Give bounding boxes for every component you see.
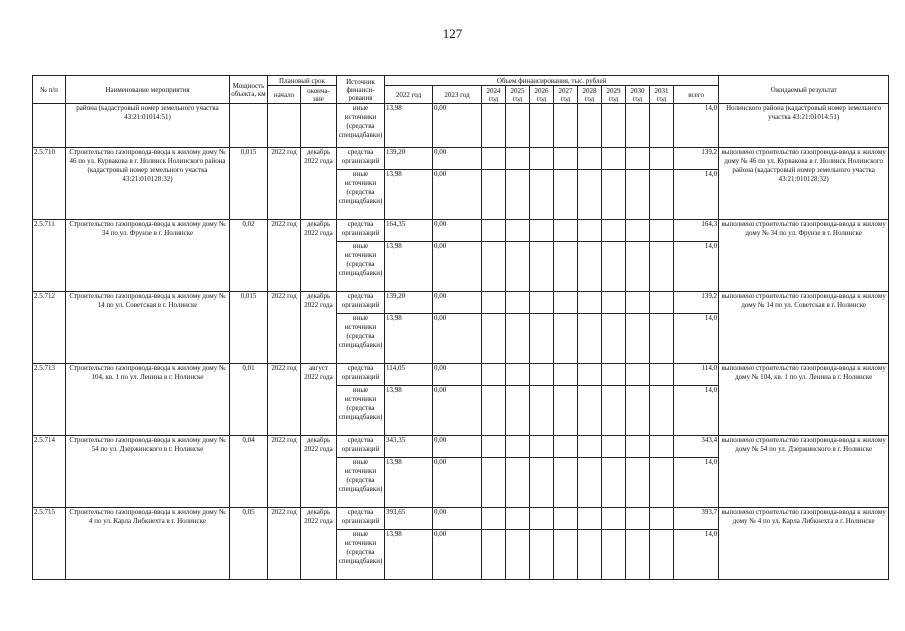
cell-2022: 393,65 <box>385 508 433 530</box>
cell-2030 <box>626 314 650 364</box>
cell-total: 14,0 <box>674 104 719 148</box>
cell-2026 <box>530 508 554 530</box>
cell-result: выполнено строительство газопровода-ввода к жилому дому № 4 по ул. Карла Либкнехта в г. Нолинске <box>719 508 889 580</box>
cell-2025 <box>506 386 530 436</box>
cell-power <box>230 104 268 148</box>
cell-2025 <box>506 104 530 148</box>
cell-num: 2.5.714 <box>33 436 66 508</box>
cell-end: декабрь 2022 года <box>301 148 337 220</box>
cell-2022: 164,35 <box>385 220 433 242</box>
cell-2029 <box>602 170 626 220</box>
header-year-2030: 2030 год <box>626 86 650 104</box>
cell-2031 <box>650 458 674 508</box>
cell-2025 <box>506 148 530 170</box>
cell-2027 <box>554 148 578 170</box>
cell-source: иные источники (средства спецнадбавки) <box>337 242 385 292</box>
cell-start: 2022 год <box>268 292 301 364</box>
cell-name: Строительство газопровода-ввода к жилому дому № 46 по ул. Курвакова в г. Нолинск Нолинского района (кадастровый номер земельного участка 43:21:010128:32) <box>66 148 230 220</box>
table-row <box>33 436 889 458</box>
cell-source: иные источники (средства спецнадбавки) <box>337 314 385 364</box>
cell-2029 <box>602 364 626 386</box>
cell-total: 14,0 <box>674 458 719 508</box>
cell-2031 <box>650 148 674 170</box>
cell-2031 <box>650 508 674 530</box>
cell-2025 <box>506 292 530 314</box>
cell-2031 <box>650 292 674 314</box>
cell-2024 <box>482 386 506 436</box>
cell-power: 0,05 <box>230 508 268 580</box>
cell-total: 14,0 <box>674 314 719 364</box>
cell-num: 2.5.713 <box>33 364 66 436</box>
cell-2024 <box>482 242 506 292</box>
cell-num <box>33 104 66 148</box>
cell-2026 <box>530 242 554 292</box>
cell-total: 139,2 <box>674 148 719 170</box>
cell-2023: 0,00 <box>433 242 482 292</box>
cell-num: 2.5.715 <box>33 508 66 580</box>
cell-2022: 13,98 <box>385 242 433 292</box>
cell-2025 <box>506 242 530 292</box>
cell-2026 <box>530 104 554 148</box>
cell-power: 0,04 <box>230 436 268 508</box>
financing-table <box>32 75 889 580</box>
cell-2027 <box>554 220 578 242</box>
cell-2023: 0,00 <box>433 386 482 436</box>
cell-name: Строительство газопровода-ввода к жилому дому № 54 по ул. Дзержинского в г. Нолинске <box>66 436 230 508</box>
cell-2026 <box>530 220 554 242</box>
cell-source: средства организаций <box>337 292 385 314</box>
cell-2027 <box>554 314 578 364</box>
cell-2022: 114,05 <box>385 364 433 386</box>
cell-start <box>268 104 301 148</box>
cell-2023: 0,00 <box>433 148 482 170</box>
header-power: Мощность объекта, км <box>230 76 268 104</box>
cell-2024 <box>482 220 506 242</box>
cell-2026 <box>530 314 554 364</box>
cell-2022: 343,35 <box>385 436 433 458</box>
table-row <box>33 148 889 170</box>
cell-2025 <box>506 530 530 580</box>
cell-2031 <box>650 314 674 364</box>
header-year-2027: 2027 год <box>554 86 578 104</box>
cell-2023: 0,00 <box>433 458 482 508</box>
header-result: Ожидаемый результат <box>719 76 889 104</box>
cell-source: иные источники (средства спецнадбавки) <box>337 458 385 508</box>
cell-end: декабрь 2022 года <box>301 292 337 364</box>
cell-source: иные источники (средства спецнадбавки) <box>337 170 385 220</box>
cell-2030 <box>626 364 650 386</box>
cell-2028 <box>578 364 602 386</box>
cell-source: средства организаций <box>337 436 385 458</box>
cell-2027 <box>554 292 578 314</box>
cell-num: 2.5.710 <box>33 148 66 220</box>
cell-2029 <box>602 386 626 436</box>
header-year-2031: 2031 год <box>650 86 674 104</box>
cell-2029 <box>602 220 626 242</box>
cell-2023: 0,00 <box>433 436 482 458</box>
cell-2027 <box>554 530 578 580</box>
cell-2028 <box>578 242 602 292</box>
table-row <box>33 364 889 386</box>
cell-power: 0,01 <box>230 364 268 436</box>
cell-2028 <box>578 170 602 220</box>
header-year-2024: 2024 год <box>482 86 506 104</box>
cell-end: декабрь 2022 года <box>301 508 337 580</box>
cell-2029 <box>602 508 626 530</box>
cell-start: 2022 год <box>268 148 301 220</box>
cell-2022: 13,98 <box>385 458 433 508</box>
cell-2028 <box>578 530 602 580</box>
header-year-2025: 2025 год <box>506 86 530 104</box>
cell-2026 <box>530 386 554 436</box>
cell-2026 <box>530 436 554 458</box>
cell-total: 14,0 <box>674 242 719 292</box>
cell-name: района (кадастровый номер земельного участка 43:21:01014:51) <box>66 104 230 148</box>
cell-source: иные источники (средства спецнадбавки) <box>337 386 385 436</box>
cell-2027 <box>554 458 578 508</box>
cell-2029 <box>602 292 626 314</box>
cell-2025 <box>506 314 530 364</box>
cell-total: 139,2 <box>674 292 719 314</box>
cell-name: Строительство газопровода-ввода к жилому дому № 14 по ул. Советская в г. Нолинске <box>66 292 230 364</box>
cell-2022: 139,20 <box>385 148 433 170</box>
cell-2029 <box>602 530 626 580</box>
cell-2031 <box>650 104 674 148</box>
cell-source: иные источники (средства спецнадбавки) <box>337 104 385 148</box>
cell-2029 <box>602 436 626 458</box>
cell-2024 <box>482 364 506 386</box>
cell-2026 <box>530 148 554 170</box>
cell-name: Строительство газопровода-ввода к жилому дому № 34 по ул. Фрунзе в г. Нолинске <box>66 220 230 292</box>
cell-power: 0,015 <box>230 292 268 364</box>
cell-2024 <box>482 458 506 508</box>
cell-result: Нолинского района (кадастровый номер земельного участка 43:21:01014:51) <box>719 104 889 148</box>
cell-2025 <box>506 508 530 530</box>
continuation-row <box>33 104 889 148</box>
cell-2025 <box>506 364 530 386</box>
header-start: начало <box>268 86 301 104</box>
cell-start: 2022 год <box>268 436 301 508</box>
header-year-2026: 2026 год <box>530 86 554 104</box>
cell-2023: 0,00 <box>433 104 482 148</box>
cell-2024 <box>482 148 506 170</box>
cell-source: средства организаций <box>337 508 385 530</box>
header-year-2028: 2028 год <box>578 86 602 104</box>
cell-2024 <box>482 314 506 364</box>
header-year-2029: 2029 год <box>602 86 626 104</box>
cell-2030 <box>626 220 650 242</box>
cell-total: 14,0 <box>674 530 719 580</box>
cell-2022: 13,98 <box>385 386 433 436</box>
cell-2027 <box>554 386 578 436</box>
cell-source: средства организаций <box>337 220 385 242</box>
cell-2022: 13,98 <box>385 104 433 148</box>
cell-2027 <box>554 170 578 220</box>
cell-2030 <box>626 436 650 458</box>
cell-result: выполнено строительство газопровода-ввода к жилому дому № 14 по ул. Советская в г. Нолинске <box>719 292 889 364</box>
cell-2026 <box>530 458 554 508</box>
cell-2025 <box>506 458 530 508</box>
cell-2030 <box>626 508 650 530</box>
cell-2030 <box>626 292 650 314</box>
cell-2026 <box>530 170 554 220</box>
cell-2022: 13,98 <box>385 170 433 220</box>
header-name: Наименование мероприятия <box>66 76 230 104</box>
cell-2025 <box>506 170 530 220</box>
cell-2025 <box>506 220 530 242</box>
cell-2027 <box>554 104 578 148</box>
cell-total: 164,3 <box>674 220 719 242</box>
cell-2026 <box>530 364 554 386</box>
header-num: № п/п <box>33 76 66 104</box>
cell-end: август 2022 года <box>301 364 337 436</box>
cell-result: выполнено строительство газопровода-ввода к жилому дому № 104, кв. 1 по ул. Ленина в г. Нолинске <box>719 364 889 436</box>
cell-2031 <box>650 436 674 458</box>
header-end: оконча-ние <box>301 86 337 104</box>
cell-2031 <box>650 242 674 292</box>
cell-2023: 0,00 <box>433 220 482 242</box>
header-period: Плановый срок <box>268 76 337 86</box>
cell-start: 2022 год <box>268 508 301 580</box>
cell-2030 <box>626 458 650 508</box>
cell-2023: 0,00 <box>433 364 482 386</box>
cell-2027 <box>554 436 578 458</box>
cell-2031 <box>650 386 674 436</box>
cell-2030 <box>626 386 650 436</box>
cell-2023: 0,00 <box>433 508 482 530</box>
header-year-2022: 2022 год <box>385 86 433 104</box>
cell-2024 <box>482 292 506 314</box>
cell-2031 <box>650 220 674 242</box>
cell-2029 <box>602 148 626 170</box>
cell-result: выполнено строительство газопровода-ввода к жилому дому № 46 по ул. Курвакова в г. Нолинск Нолинского района (кадастровый номер земельного участка 43:21:010128:32) <box>719 148 889 220</box>
cell-2023: 0,00 <box>433 292 482 314</box>
table-row <box>33 220 889 242</box>
cell-2023: 0,00 <box>433 530 482 580</box>
cell-start: 2022 год <box>268 364 301 436</box>
cell-2022: 13,98 <box>385 530 433 580</box>
header-total: всего <box>674 86 719 104</box>
cell-2031 <box>650 530 674 580</box>
cell-total: 114,0 <box>674 364 719 386</box>
cell-start: 2022 год <box>268 220 301 292</box>
cell-total: 393,7 <box>674 508 719 530</box>
cell-2029 <box>602 314 626 364</box>
cell-2030 <box>626 530 650 580</box>
cell-2029 <box>602 458 626 508</box>
cell-2030 <box>626 170 650 220</box>
cell-source: средства организаций <box>337 148 385 170</box>
cell-result: выполнено строительство газопровода-ввода к жилому дому № 34 по ул. Фрунзе в г. Нолинске <box>719 220 889 292</box>
cell-2028 <box>578 436 602 458</box>
cell-2028 <box>578 104 602 148</box>
cell-2028 <box>578 292 602 314</box>
cell-2028 <box>578 386 602 436</box>
cell-2024 <box>482 170 506 220</box>
cell-2031 <box>650 170 674 220</box>
header-year-2023: 2023 год <box>433 86 482 104</box>
cell-2029 <box>602 104 626 148</box>
cell-2024 <box>482 508 506 530</box>
cell-2022: 13,98 <box>385 314 433 364</box>
page-number: 127 <box>442 26 463 41</box>
table-row <box>33 292 889 314</box>
cell-2028 <box>578 220 602 242</box>
cell-2027 <box>554 242 578 292</box>
cell-num: 2.5.711 <box>33 220 66 292</box>
cell-total: 14,0 <box>674 170 719 220</box>
cell-2027 <box>554 508 578 530</box>
cell-total: 343,4 <box>674 436 719 458</box>
cell-end: декабрь 2022 года <box>301 220 337 292</box>
cell-2028 <box>578 458 602 508</box>
cell-2029 <box>602 242 626 292</box>
cell-2025 <box>506 436 530 458</box>
header-volume: Объем финансирования, тыс. рублей <box>385 76 719 86</box>
cell-2024 <box>482 530 506 580</box>
cell-2028 <box>578 314 602 364</box>
cell-num: 2.5.712 <box>33 292 66 364</box>
cell-2027 <box>554 364 578 386</box>
cell-result: выполнено строительство газопровода-ввода к жилому дому № 54 по ул. Дзержинского в г. Нолинске <box>719 436 889 508</box>
cell-source: средства организаций <box>337 364 385 386</box>
cell-end: декабрь 2022 года <box>301 436 337 508</box>
cell-power: 0,015 <box>230 148 268 220</box>
cell-2028 <box>578 148 602 170</box>
cell-2030 <box>626 242 650 292</box>
cell-total: 14,0 <box>674 386 719 436</box>
cell-2030 <box>626 104 650 148</box>
cell-2023: 0,00 <box>433 170 482 220</box>
cell-power: 0,02 <box>230 220 268 292</box>
cell-2028 <box>578 508 602 530</box>
cell-2026 <box>530 530 554 580</box>
cell-end <box>301 104 337 148</box>
cell-name: Строительство газопровода-ввода к жилому дому № 4 по ул. Карла Либкнехта в г. Нолинске <box>66 508 230 580</box>
table-row <box>33 508 889 530</box>
cell-2024 <box>482 436 506 458</box>
cell-2031 <box>650 364 674 386</box>
cell-source: иные источники (средства спецнадбавки) <box>337 530 385 580</box>
cell-2022: 139,20 <box>385 292 433 314</box>
cell-2024 <box>482 104 506 148</box>
cell-2030 <box>626 148 650 170</box>
cell-2023: 0,00 <box>433 314 482 364</box>
header-source: Источник финанси-рования <box>337 76 385 104</box>
cell-2026 <box>530 292 554 314</box>
cell-name: Строительство газопровода-ввода к жилому дому № 104, кв. 1 по ул. Ленина в г. Нолинске <box>66 364 230 436</box>
